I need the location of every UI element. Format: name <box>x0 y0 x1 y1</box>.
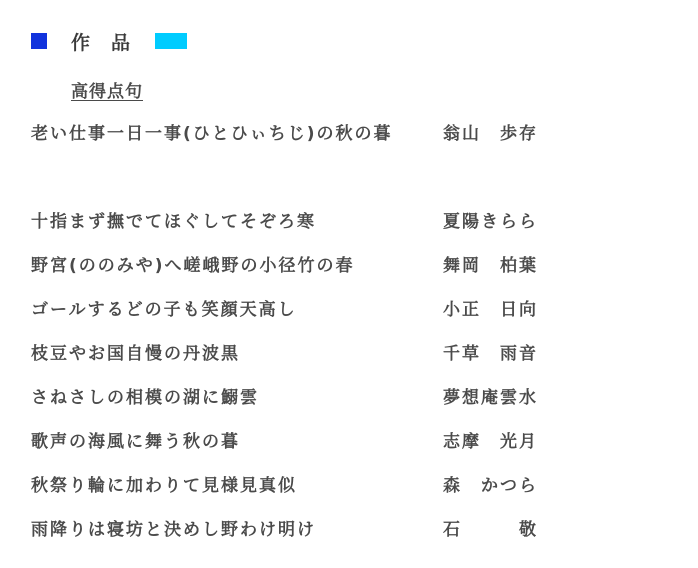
haiku-entry <box>31 251 671 275</box>
haiku-text: 秋祭り輪に加わりて見様見真似 <box>31 476 297 496</box>
author-name: 小正 日向 <box>443 300 538 320</box>
cyan-square-icon <box>155 33 171 49</box>
author-name: 夢想庵雲水 <box>443 388 538 408</box>
haiku-entry <box>31 383 671 407</box>
author-name: 舞岡 柏葉 <box>443 256 538 276</box>
section-subtitle: 高得点句 <box>71 82 143 102</box>
haiku-text: 枝豆やお国自慢の丹波黒 <box>31 344 240 364</box>
haiku-text: 雨降りは寝坊と決めし野わけ明け <box>31 520 316 540</box>
haiku-entry <box>31 471 671 495</box>
haiku-entry <box>31 295 671 319</box>
author-name: 志摩 光月 <box>443 432 538 452</box>
haiku-entry <box>31 119 671 143</box>
haiku-entry <box>31 427 671 451</box>
haiku-text: 野宮(ののみや)へ嵯峨野の小径竹の春 <box>31 256 355 276</box>
author-name: 翁山 歩存 <box>443 124 538 144</box>
blue-square-icon <box>31 33 47 49</box>
haiku-text: ゴールするどの子も笑顔天高し <box>31 300 297 320</box>
section-header <box>31 29 187 53</box>
author-name: 石 敬 <box>443 520 538 540</box>
page-title: 作 品 <box>71 31 132 54</box>
haiku-text: 老い仕事一日一事(ひとひぃちじ)の秋の暮 <box>31 124 393 144</box>
haiku-entry <box>31 207 671 231</box>
author-name: 千草 雨音 <box>443 344 538 364</box>
haiku-entry <box>31 515 671 539</box>
haiku-entry <box>31 339 671 363</box>
haiku-text: 歌声の海風に舞う秋の暮 <box>31 432 240 452</box>
cyan-square-icon <box>171 33 187 49</box>
haiku-text: 十指まず撫でてほぐしてそぞろ寒 <box>31 212 316 232</box>
author-name: 夏陽きらら <box>443 212 538 232</box>
haiku-text: さねさしの相模の湖に鰯雲 <box>31 388 259 408</box>
author-name: 森 かつら <box>443 476 538 496</box>
